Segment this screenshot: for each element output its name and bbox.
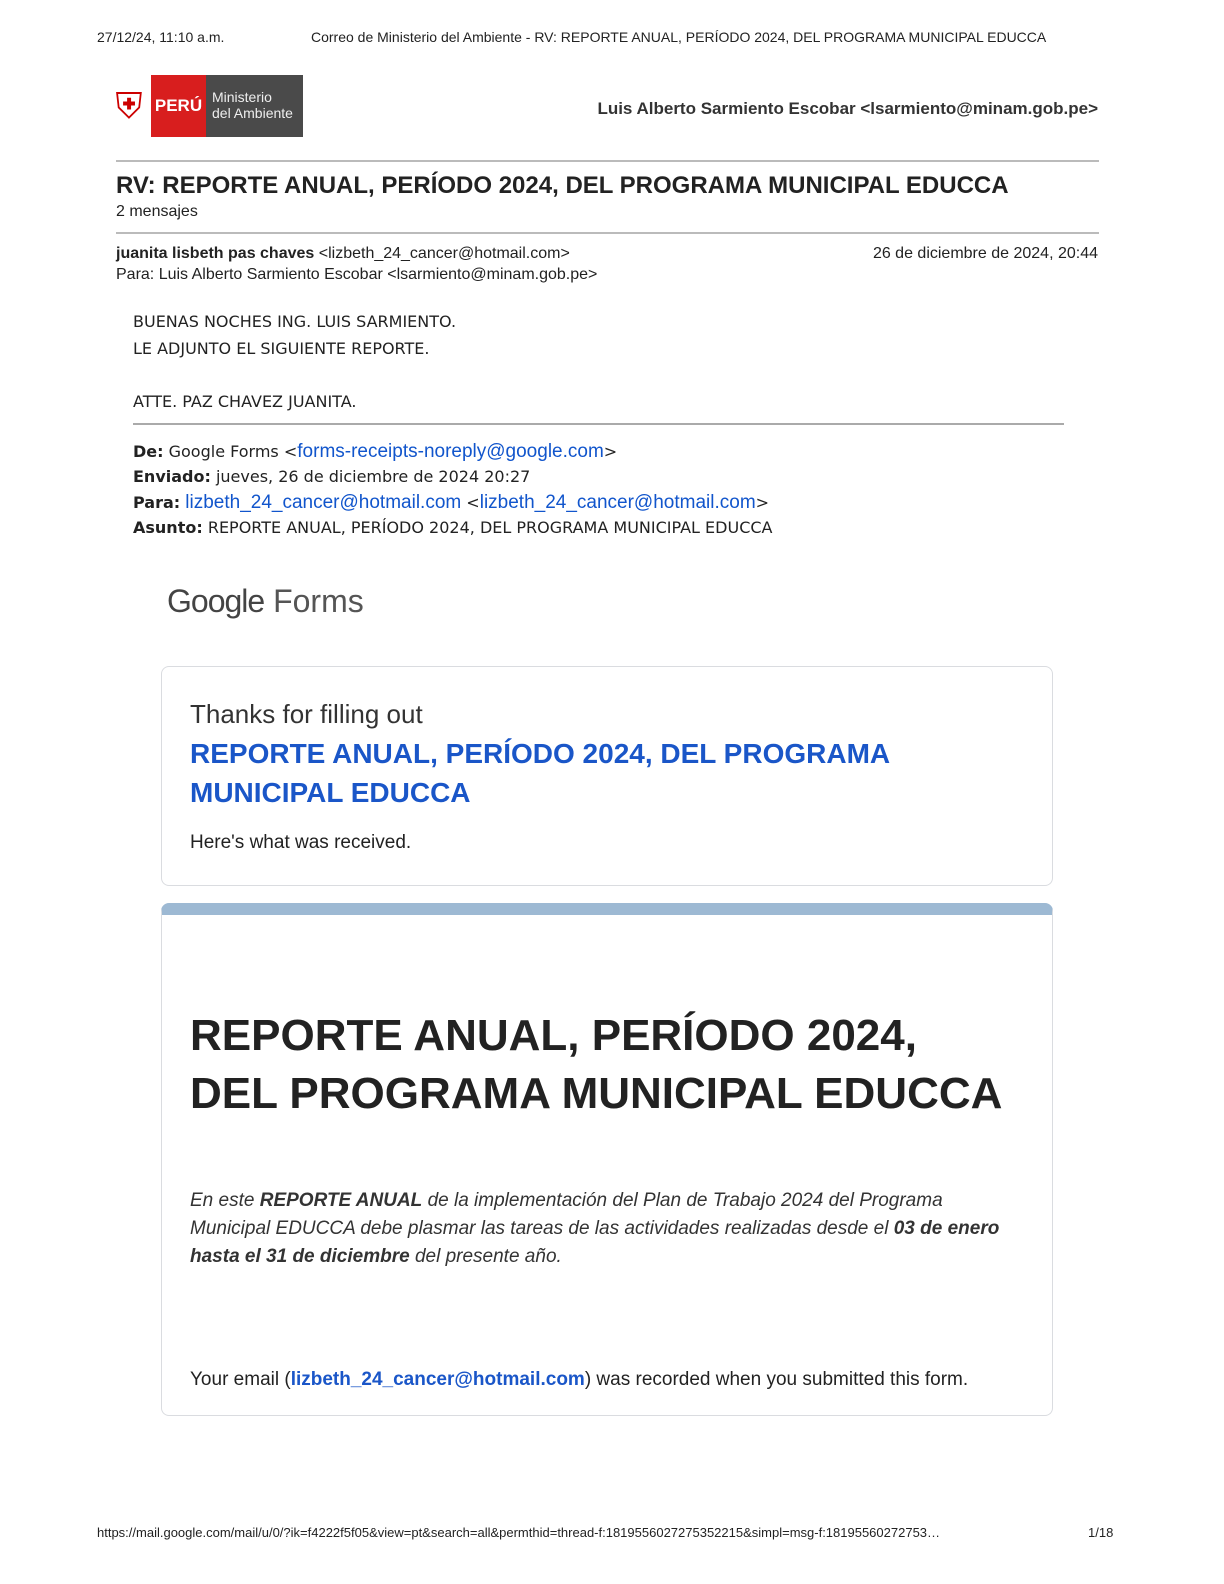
google-forms-logo: Google Forms — [167, 583, 364, 619]
fwd-from: De: Google Forms <forms-receipts-noreply@google.com> — [133, 441, 618, 462]
message-date: 26 de diciembre de 2024, 20:44 — [872, 245, 1098, 262]
email-link[interactable]: lizbeth_24_cancer@hotmail.com — [185, 492, 462, 513]
thanks-card — [161, 666, 1053, 886]
divider — [116, 232, 1099, 234]
thread-subject: RV: REPORTE ANUAL, PERÍODO 2024, DEL PROGRAMA MUNICIPAL EDUCCA — [116, 172, 1009, 199]
print-url: https://mail.google.com/mail/u/0/?ik=f4222f5f05&view=pt&search=all&permthid=thread-f:1819556027275352215&simpl=msg-f:18195560272753… — [97, 1525, 941, 1540]
email-link[interactable]: lizbeth_24_cancer@hotmail.com — [479, 492, 756, 513]
recipient: Para: Luis Alberto Sarmiento Escobar <lsarmiento@minam.gob.pe> — [116, 266, 598, 283]
print-datetime: 27/12/24, 11:10 a.m. — [97, 29, 225, 45]
fwd-sent: Enviado: jueves, 26 de diciembre de 2024 20:27 — [133, 467, 531, 486]
email-recorded-note: Your email (lizbeth_24_cancer@hotmail.com) was recorded when you submitted this form. — [190, 1369, 969, 1390]
logo-ministry: Ministerio del Ambiente — [206, 75, 303, 137]
body-line: BUENAS NOCHES ING. LUIS SARMIENTO. — [133, 312, 457, 331]
form-summary-card — [161, 903, 1053, 1416]
sender: juanita lisbeth pas chaves <lizbeth_24_cancer@hotmail.com> — [116, 245, 570, 262]
minam-logo — [107, 75, 303, 137]
account-name: Luis Alberto Sarmiento Escobar <lsarmiento@minam.gob.pe> — [597, 99, 1098, 118]
form-title-link[interactable]: REPORTE ANUAL, PERÍODO 2024, DEL PROGRAMA MUNICIPAL EDUCCA — [190, 738, 891, 808]
divider — [116, 160, 1099, 162]
page-number: 1/18 — [1088, 1525, 1114, 1540]
received-text: Here's what was received. — [190, 832, 412, 853]
divider — [133, 423, 1064, 425]
form-title: REPORTE ANUAL, PERÍODO 2024, DEL PROGRAMA MUNICIPAL EDUCCA — [190, 1011, 1003, 1118]
email-link[interactable]: lizbeth_24_cancer@hotmail.com — [290, 1369, 585, 1390]
fwd-subject: Asunto: REPORTE ANUAL, PERÍODO 2024, DEL PROGRAMA MUNICIPAL EDUCCA — [133, 518, 773, 537]
print-title: Correo de Ministerio del Ambiente - RV: REPORTE ANUAL, PERÍODO 2024, DEL PROGRAMA MUNICIPAL EDUCCA — [311, 29, 1047, 45]
email-link[interactable]: forms-receipts-noreply@google.com — [297, 441, 604, 462]
body-line: ATTE. PAZ CHAVEZ JUANITA. — [133, 392, 357, 411]
thanks-text: Thanks for filling out — [190, 699, 423, 729]
fwd-to: Para: lizbeth_24_cancer@hotmail.com <lizbeth_24_cancer@hotmail.com> — [133, 492, 770, 513]
body-line: LE ADJUNTO EL SIGUIENTE REPORTE. — [133, 339, 430, 358]
form-description: En este REPORTE ANUAL de la implementación del Plan de Trabajo 2024 del Programa Municipal EDUCCA debe plasmar las tareas de las actividades realizadas desde el 03 de enero hasta el 31 de diciembre del presente año. — [190, 1190, 1000, 1267]
message-count: 2 mensajes — [116, 203, 198, 220]
peru-coat-of-arms-icon: ⛨ — [115, 84, 143, 126]
logo-peru: PERÚ — [151, 75, 206, 137]
